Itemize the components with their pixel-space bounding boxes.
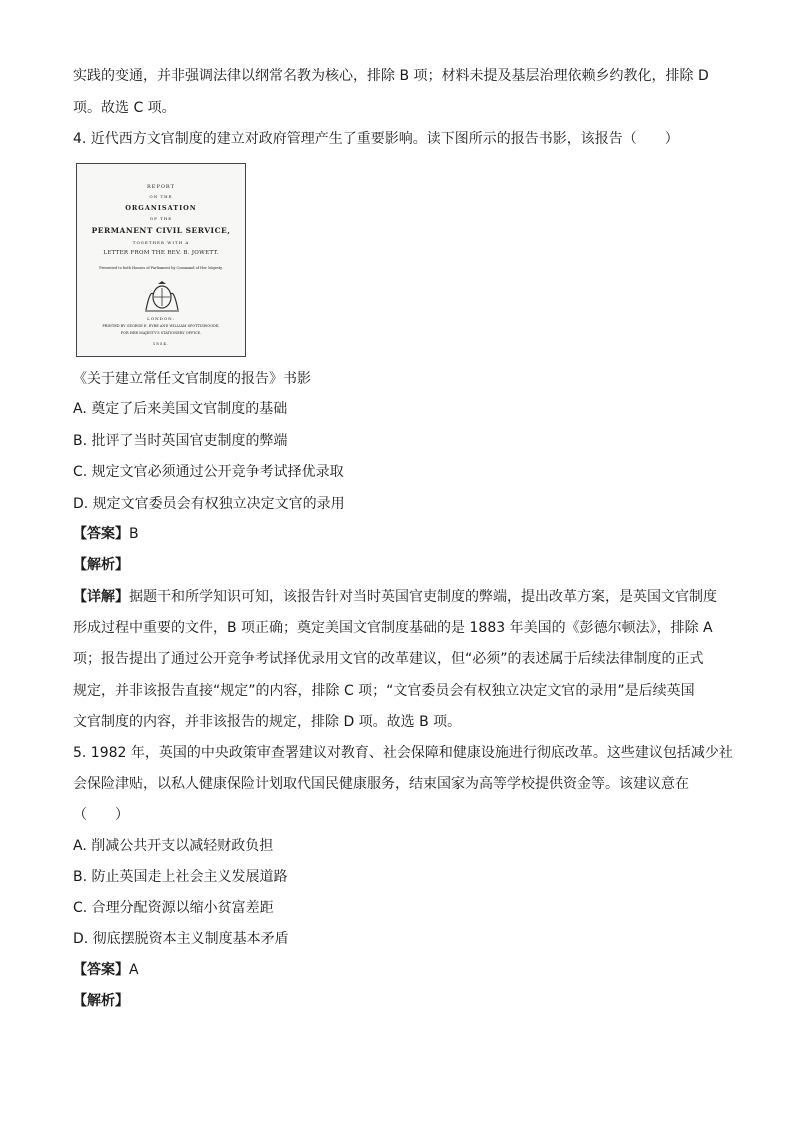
cover-text: PERMANENT CIVIL SERVICE,	[91, 226, 231, 235]
option-a: A. 奠定了后来美国文官制度的基础	[73, 401, 288, 417]
answer-value: A	[129, 962, 139, 978]
cover-text: 1854.	[152, 341, 170, 346]
cover-text: PRINTED BY GEORGE E. EYRE AND WILLIAM SPOTTISWOODE,	[102, 324, 220, 328]
question-5-stem: 会保险津贴，以私人健康保险计划取代国民健康服务，结束国家为高等学校提供资金等。该建议意在	[73, 776, 689, 792]
answer-line	[73, 960, 754, 980]
option-b: B. 批评了当时英国官吏制度的弊端	[73, 433, 288, 449]
cover-text: TOGETHER WITH A	[132, 240, 190, 245]
report-cover-image	[76, 163, 246, 357]
question-5-stem: 5. 1982 年，英国的中央政策审查署建议对教育、社会保障和健康设施进行彻底改革。这些建议包括减少社	[73, 745, 733, 761]
cover-text: ORGANISATION	[125, 204, 197, 212]
question-5-stem: （ ）	[73, 807, 129, 823]
option-b: B. 防止英国走上社会主义发展道路	[73, 869, 288, 885]
text-line: 项。故选 C 项。	[73, 100, 176, 116]
text-line: 实践的变通，并非强调法律以纲常名教为核心，排除 B 项；材料未提及基层治理依赖乡约教化，排除 D	[73, 68, 709, 84]
analysis-heading	[73, 555, 754, 575]
analysis-tag: 【解析】	[73, 557, 129, 573]
detail-line	[73, 587, 754, 607]
detail-line: 形成过程中重要的文件，B 项正确；奠定美国文官制度基础的是 1883 年美国的《彭德尔顿法》，排除 A	[73, 620, 713, 636]
royal-arms-icon	[142, 280, 182, 314]
option-d: D. 规定文官委员会有权独立决定文官的录用	[73, 496, 345, 512]
figure-caption: 《关于建立常任文官制度的报告》书影	[73, 371, 311, 387]
cover-text: Presented to both Houses of Parliament by Command of Her Majesty.	[99, 266, 223, 270]
answer-tag: 【答案】	[73, 526, 129, 542]
cover-text: LONDON:	[147, 316, 175, 321]
option-a: A. 削减公共开支以减轻财政负担	[73, 838, 274, 854]
answer-tag: 【答案】	[73, 962, 129, 978]
cover-text: FOR HER MAJESTY'S STATIONERY OFFICE.	[120, 331, 202, 335]
option-c: C. 规定文官必须通过公开竞争考试择优录取	[73, 464, 344, 480]
answer-value: B	[129, 526, 139, 542]
answer-line	[73, 524, 754, 544]
analysis-heading	[73, 991, 754, 1011]
option-c: C. 合理分配资源以缩小贫富差距	[73, 900, 274, 916]
option-d: D. 彻底摆脱资本主义制度基本矛盾	[73, 931, 289, 947]
question-4-stem: 4. 近代西方文官制度的建立对政府管理产生了重要影响。读下图所示的报告书影，该报告（ ）	[73, 131, 679, 147]
cover-text: LETTER FROM THE REV. B. JOWETT.	[103, 250, 219, 256]
detail-tag: 【详解】	[73, 589, 129, 605]
analysis-tag: 【解析】	[73, 993, 129, 1009]
detail-line: 规定，并非该报告直接“规定”的内容，排除 C 项；“文官委员会有权独立决定文官的录用”是后续英国	[73, 683, 695, 699]
cover-text: OF THE	[149, 216, 173, 221]
cover-text: REPORT	[147, 184, 175, 190]
cover-text: ON THE	[149, 194, 173, 199]
detail-line: 项；报告提出了通过公开竞争考试择优录用文官的改革建议，但“必须”的表述属于后续法律制度的正式	[73, 651, 704, 667]
detail-text: 据题干和所学知识可知，该报告针对当时英国官吏制度的弊端，提出改革方案，是英国文官制度	[129, 589, 717, 605]
detail-line: 文官制度的内容，并非该报告的规定，排除 D 项。故选 B 项。	[73, 714, 462, 730]
